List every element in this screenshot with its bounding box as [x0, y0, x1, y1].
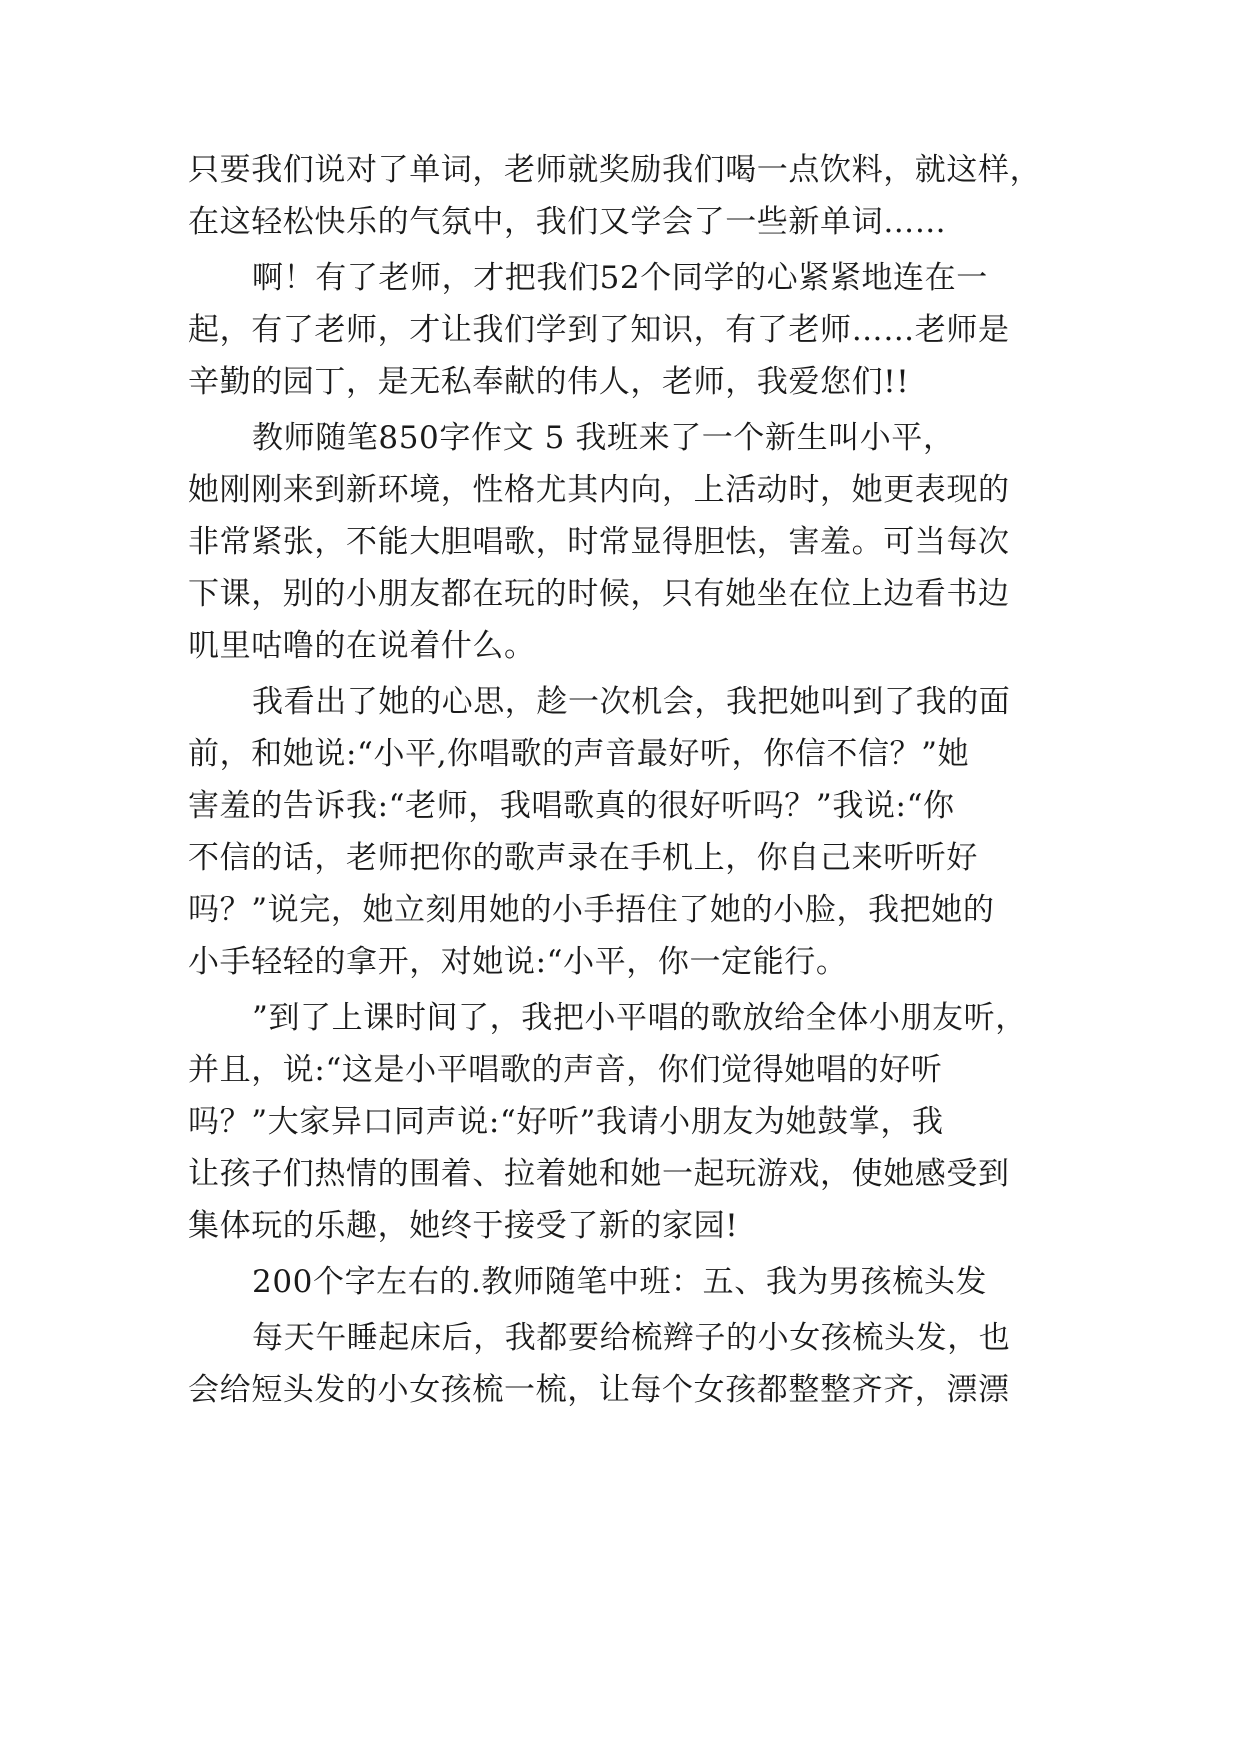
text-line: 集体玩的乐趣，她终于接受了新的家园!: [188, 1208, 739, 1244]
text-line: 吗？”说完，她立刻用她的小手捂住了她的小脸，我把她的: [188, 892, 995, 928]
text-line: 起，有了老师，才让我们学到了知识，有了老师……老师是: [188, 312, 1010, 348]
text-line: 吗？”大家异口同声说:“好听”我请小朋友为她鼓掌，我: [188, 1104, 944, 1140]
text-line: 在这轻松快乐的气氛中，我们又学会了一些新单词……: [188, 204, 947, 240]
text-line: 下课，别的小朋友都在玩的时候，只有她坐在位上边看书边: [188, 576, 1010, 612]
section-heading: 200个字左右的.教师随笔中班：五、我为男孩梳头发: [252, 1264, 988, 1300]
section-heading: 教师随笔850字作文 5 我班来了一个新生叫小平，: [252, 420, 955, 456]
text-line: 让孩子们热情的围着、拉着她和她一起玩游戏，使她感受到: [188, 1156, 1010, 1192]
text-line: 每天午睡起床后，我都要给梳辫子的小女孩梳头发，也: [252, 1320, 1011, 1356]
text-line: 只要我们说对了单词，老师就奖励我们喝一点饮料，就这样，: [188, 152, 1042, 188]
text-line: 叽里咕噜的在说着什么。: [188, 628, 536, 664]
text-line: 不信的话，老师把你的歌声录在手机上，你自己来听听好: [188, 840, 978, 876]
text-line: 并且，说:“这是小平唱歌的声音，你们觉得她唱的好听: [188, 1052, 943, 1088]
text-line: 啊！有了老师，才把我们52个同学的心紧紧地连在一: [252, 260, 988, 296]
text-line: 会给短头发的小女孩梳一梳，让每个女孩都整整齐齐，漂漂: [188, 1372, 1010, 1408]
text-line: 我看出了她的心思，趁一次机会，我把她叫到了我的面: [252, 684, 1011, 720]
text-line: 非常紧张，不能大胆唱歌，时常显得胆怯，害羞。可当每次: [188, 524, 1010, 560]
text-line: 前，和她说:“小平,你唱歌的声音最好听，你信不信？”她: [188, 736, 970, 772]
text-line: ”到了上课时间了，我把小平唱的歌放给全体小朋友听，: [252, 1000, 1027, 1036]
text-line: 害羞的告诉我:“老师，我唱歌真的很好听吗？”我说:“你: [188, 788, 955, 824]
text-line: 她刚刚来到新环境，性格尤其内向，上活动时，她更表现的: [188, 472, 1010, 508]
text-line: 辛勤的园丁，是无私奉献的伟人，老师，我爱您们!!: [188, 364, 910, 400]
text-line: 小手轻轻的拿开，对她说:“小平，你一定能行。: [188, 944, 848, 980]
